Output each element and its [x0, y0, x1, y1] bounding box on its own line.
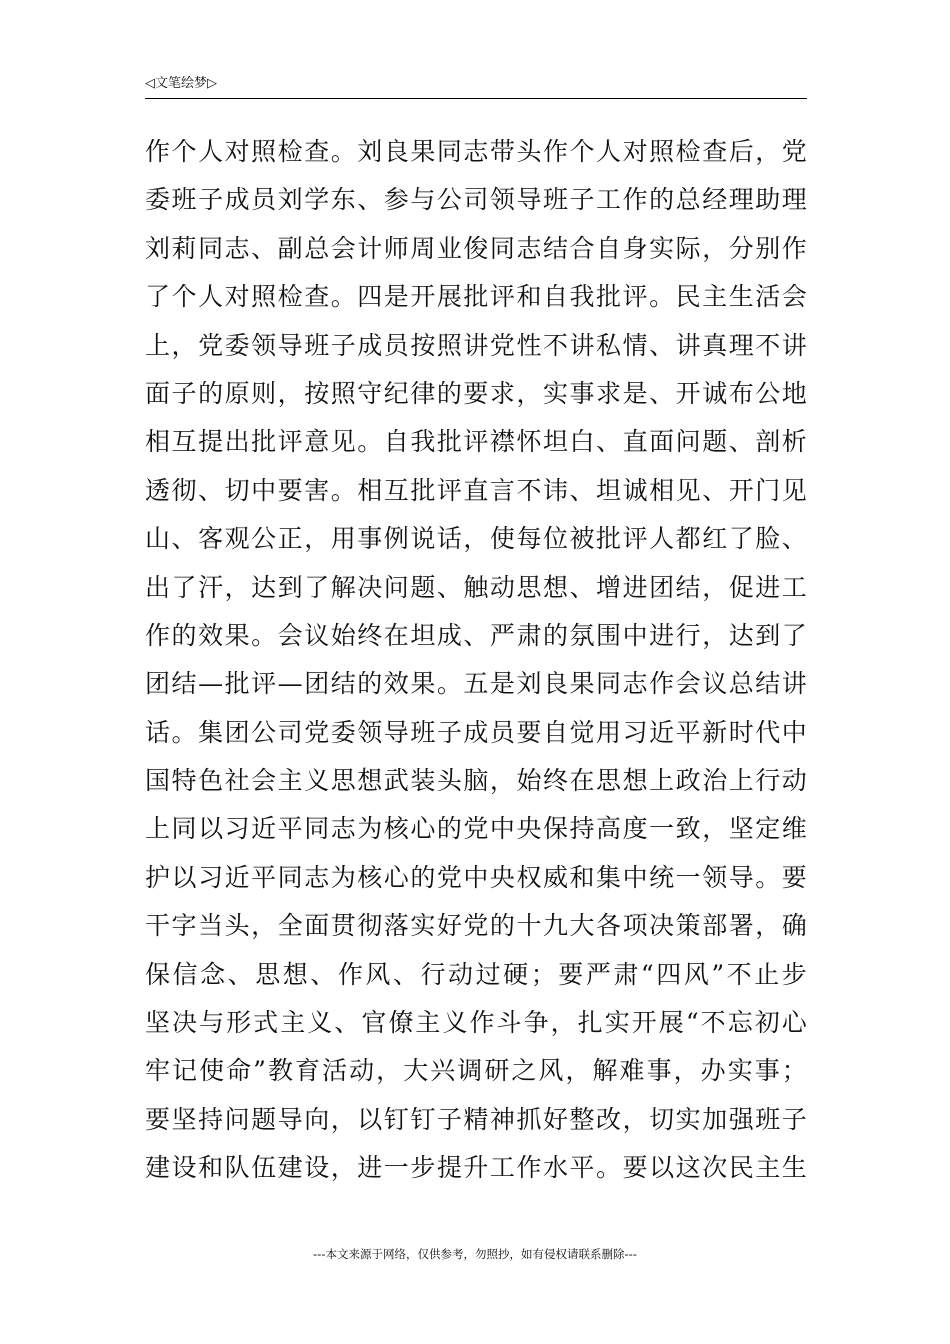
text-line: 团结—批评—团结的效果。五是刘良果同志作会议总结讲	[145, 669, 807, 699]
text-line: 牢记使命”教育活动，大兴调研之风，解难事，办实事；	[145, 1056, 807, 1086]
text-line: 刘莉同志、副总会计师周业俊同志结合自身实际，分别作	[145, 233, 807, 263]
text-line: 委班子成员刘学东、参与公司领导班子工作的总经理助理	[145, 185, 807, 215]
text-line: 作的效果。会议始终在坦成、严肃的氛围中进行，达到了	[145, 620, 807, 650]
body-text	[145, 128, 807, 1193]
text-line: 要坚持问题导向，以钉钉子精神抓好整改，切实加强班子	[145, 1104, 807, 1134]
text-line: 相互提出批评意见。自我批评襟怀坦白、直面问题、剖析	[145, 427, 807, 457]
text-line: 作个人对照检查。刘良果同志带头作个人对照检查后，党	[145, 137, 807, 166]
text-line: 上同以习近平同志为核心的党中央保持高度一致，坚定维	[145, 814, 807, 844]
text-line: 建设和队伍建设，进一步提升工作水平。要以这次民主生	[145, 1153, 807, 1183]
text-line: 国特色社会主义思想武装头脑，始终在思想上政治上行动	[145, 766, 807, 796]
text-line: 出了汗，达到了解决问题、触动思想、增进团结，促进工	[145, 572, 807, 602]
text-line: 坚决与形式主义、官僚主义作斗争，扎实开展“不忘初心	[145, 1008, 807, 1038]
header-title: ◁文笔绘梦▷	[145, 76, 217, 91]
page-header	[145, 74, 807, 99]
text-line: 上，党委领导班子成员按照讲党性不讲私情、讲真理不讲	[145, 330, 807, 360]
page-footer: ---本文来源于网络，仅供参考，勿照抄，如有侵权请联系删除---	[313, 1247, 637, 1261]
text-line: 透彻、切中要害。相互批评直言不讳、坦诚相见、开门见	[145, 475, 807, 505]
text-line: 山、客观公正，用事例说话，使每位被批评人都红了脸、	[145, 524, 807, 554]
text-line: 话。集团公司党委领导班子成员要自觉用习近平新时代中	[145, 717, 807, 747]
text-line: 干字当头，全面贯彻落实好党的十九大各项决策部署，确	[145, 911, 807, 941]
text-line: 面子的原则，按照守纪律的要求，实事求是、开诚布公地	[145, 378, 807, 408]
text-line: 保信念、思想、作风、行动过硬；要严肃“四风”不止步	[145, 959, 807, 989]
text-line: 了个人对照检查。四是开展批评和自我批评。民主生活会	[145, 282, 807, 312]
text-line: 护以习近平同志为核心的党中央权威和集中统一领导。要	[145, 862, 807, 892]
